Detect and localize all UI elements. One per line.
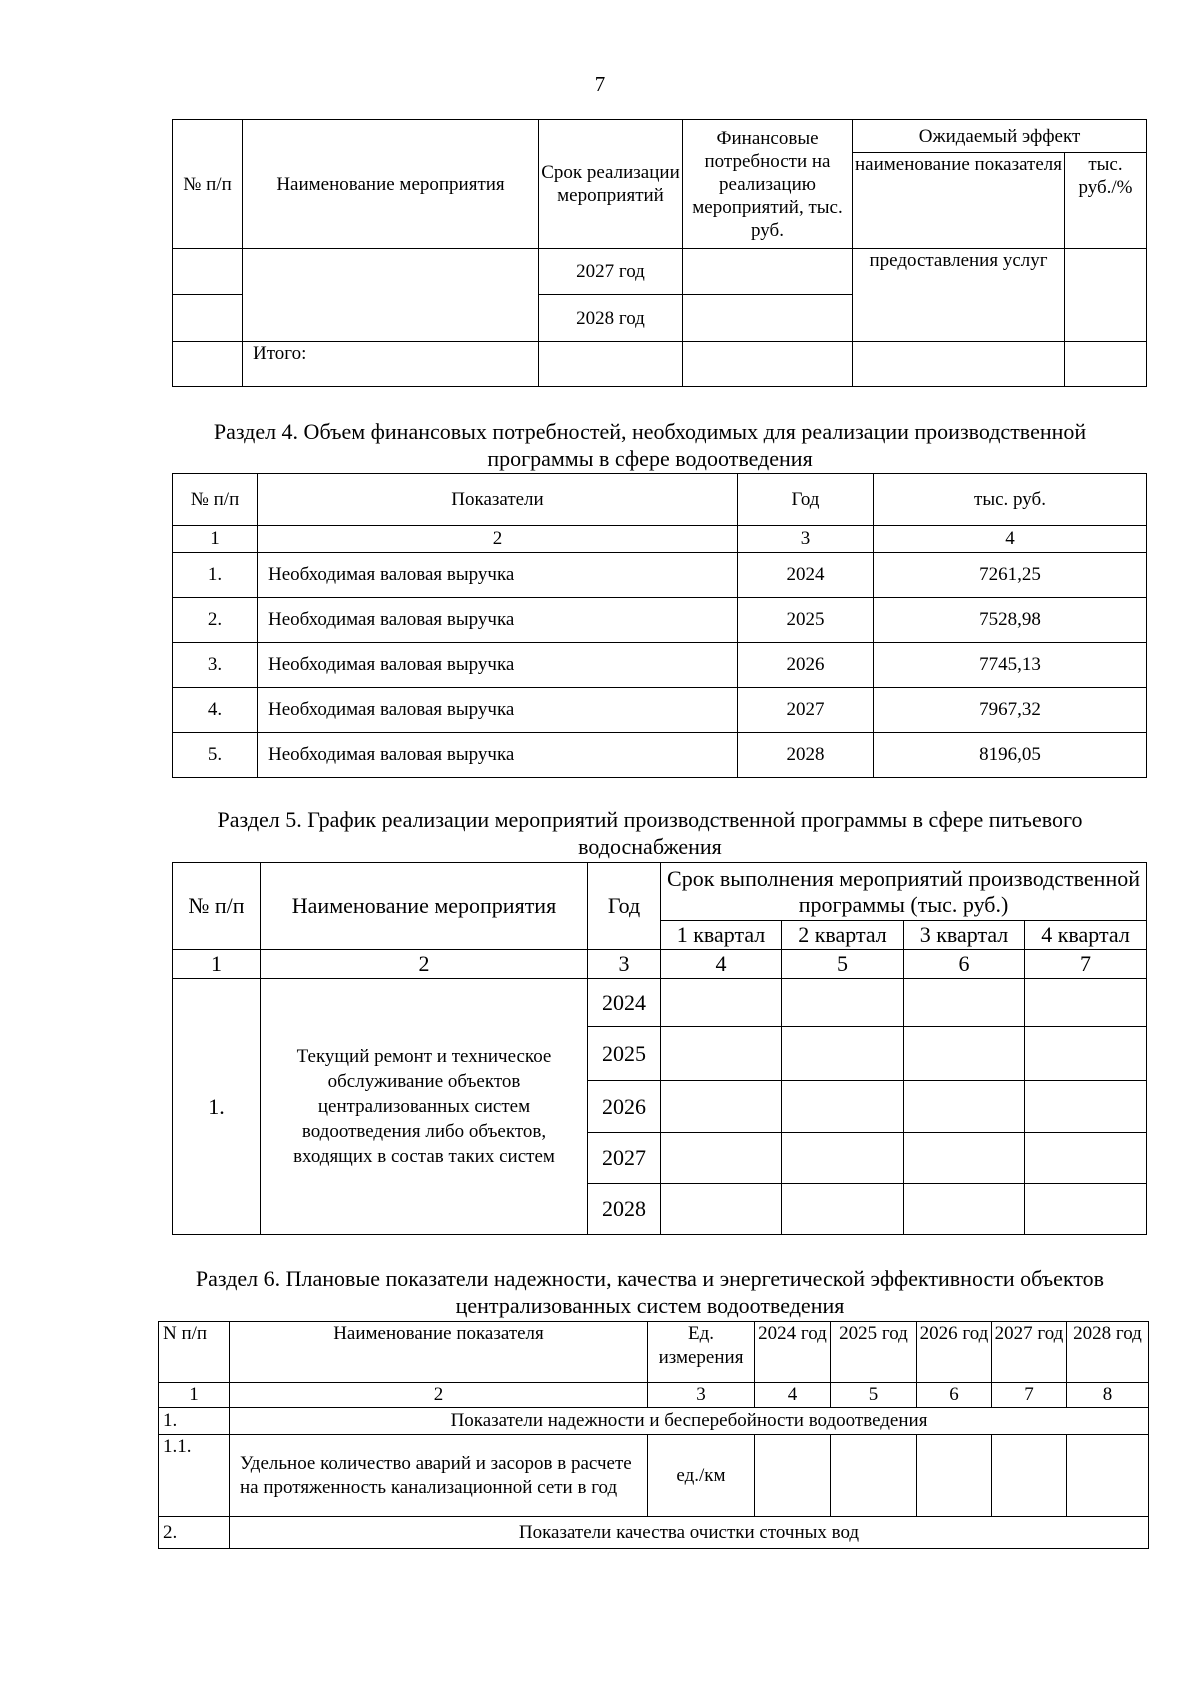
- table-cell: [782, 1184, 904, 1235]
- table-cell: [755, 1435, 831, 1517]
- row-year: 2026: [588, 1081, 661, 1133]
- col-number: 8: [1067, 1383, 1149, 1408]
- row-num: 1.: [173, 979, 261, 1235]
- table-row: [173, 553, 1147, 598]
- header-cell: № п/п: [173, 474, 258, 526]
- row-value: 7967,32: [874, 688, 1147, 733]
- section5-title: Раздел 5. График реализации мероприятий производственной программы в сфере питьевого водоснабжения: [217, 807, 1083, 859]
- row-year: 2027 год: [539, 249, 683, 295]
- table-cell: [173, 342, 243, 387]
- header-quarter: 3 квартал: [904, 921, 1025, 950]
- table-cell: [904, 1184, 1025, 1235]
- row-num: 4.: [173, 688, 258, 733]
- table-cell: [917, 1435, 992, 1517]
- table-cell: [1067, 1435, 1149, 1517]
- header-name: Наименование мероприятия: [243, 120, 539, 249]
- col-number: 5: [831, 1383, 917, 1408]
- table-cell: [661, 1027, 782, 1081]
- row-value: 7745,13: [874, 643, 1147, 688]
- header-cell: Показатели: [258, 474, 738, 526]
- header-effect-value: тыс. руб./%: [1065, 153, 1147, 249]
- table-cell: [661, 1133, 782, 1184]
- row-year: 2028: [738, 733, 874, 778]
- row-year: 2028 год: [539, 295, 683, 342]
- table-cell: [539, 342, 683, 387]
- group-num: 1.: [159, 1408, 230, 1435]
- table-cell: [661, 1081, 782, 1133]
- col-number: 3: [738, 526, 874, 553]
- row-year: 2027: [588, 1133, 661, 1184]
- header-year: 2027 год: [992, 1322, 1067, 1383]
- header-cell: тыс. руб.: [874, 474, 1147, 526]
- row-value: 7261,25: [874, 553, 1147, 598]
- section4-title: Раздел 4. Объем финансовых потребностей, необходимых для реализации производственной программы в сфере водоотведения: [213, 419, 1087, 471]
- header-num: № п/п: [173, 863, 261, 950]
- row-year: 2025: [588, 1027, 661, 1081]
- col-number: 4: [874, 526, 1147, 553]
- table-row: [173, 643, 1147, 688]
- col-number: 3: [648, 1383, 755, 1408]
- header-quarter: 1 квартал: [661, 921, 782, 950]
- table-cell: [992, 1435, 1067, 1517]
- header-year: 2024 год: [755, 1322, 831, 1383]
- col-number: 2: [261, 950, 588, 979]
- row-year: 2025: [738, 598, 874, 643]
- row-year: 2028: [588, 1184, 661, 1235]
- row-num: 2.: [173, 598, 258, 643]
- row-name: Необходимая валовая выручка: [258, 688, 738, 733]
- header-year: 2026 год: [917, 1322, 992, 1383]
- table-cell: [1025, 1081, 1147, 1133]
- row-name: Необходимая валовая выручка: [258, 598, 738, 643]
- header-effect-name: наименование показателя: [853, 153, 1065, 249]
- section6-title: Раздел 6. Плановые показатели надежности, качества и энергетической эффективности объектов централизованных систем водоотведения: [195, 1266, 1105, 1318]
- table-row: [173, 598, 1147, 643]
- group-name: Показатели надежности и бесперебойности водоотведения: [230, 1408, 1149, 1435]
- row-name: Текущий ремонт и техническое обслуживание объектов централизованных систем водоотведения либо объектов, входящих в состав таких систем: [261, 979, 588, 1235]
- table-cell: [243, 249, 539, 342]
- table-cell: [1025, 1133, 1147, 1184]
- header-quarter: 4 квартал: [1025, 921, 1147, 950]
- table-cell: [904, 979, 1025, 1027]
- header-year: 2025 год: [831, 1322, 917, 1383]
- col-number: 5: [782, 950, 904, 979]
- header-year: 2028 год: [1067, 1322, 1149, 1383]
- header-year: Год: [588, 863, 661, 950]
- table-row: [173, 733, 1147, 778]
- header-name: Наименование мероприятия: [261, 863, 588, 950]
- table-cell: [173, 249, 243, 295]
- table-cell: [1025, 1027, 1147, 1081]
- indicator-name: предоставления услуг: [853, 249, 1065, 342]
- col-number: 7: [1025, 950, 1147, 979]
- table-cell: [683, 249, 853, 295]
- row-name: Необходимая валовая выручка: [258, 643, 738, 688]
- col-number: 3: [588, 950, 661, 979]
- col-number: 6: [904, 950, 1025, 979]
- group-num: 2.: [159, 1517, 230, 1549]
- header-cell: Год: [738, 474, 874, 526]
- col-number: 4: [661, 950, 782, 979]
- table-cell: [661, 1184, 782, 1235]
- table-row: [173, 688, 1147, 733]
- row-name: Необходимая валовая выручка: [258, 733, 738, 778]
- table-cell: [1065, 249, 1147, 342]
- row-num: 3.: [173, 643, 258, 688]
- row-year: 2027: [738, 688, 874, 733]
- row-year: 2024: [588, 979, 661, 1027]
- header-effect: Ожидаемый эффект: [853, 120, 1147, 153]
- group-name: Показатели качества очистки сточных вод: [230, 1517, 1149, 1549]
- col-number: 1: [173, 950, 261, 979]
- header-finance: Финансовые потребности на реализацию мероприятий, тыс. руб.: [683, 120, 853, 249]
- col-number: 2: [230, 1383, 648, 1408]
- table-cell: [683, 342, 853, 387]
- table-cell: [782, 1133, 904, 1184]
- table-cell: [1065, 342, 1147, 387]
- row-year: 2026: [738, 643, 874, 688]
- row-value: 8196,05: [874, 733, 1147, 778]
- row-value: 7528,98: [874, 598, 1147, 643]
- col-number: 1: [159, 1383, 230, 1408]
- table-cell: [782, 1081, 904, 1133]
- col-number: 4: [755, 1383, 831, 1408]
- table-cell: [782, 979, 904, 1027]
- row-name: Необходимая валовая выручка: [258, 553, 738, 598]
- row-num: 1.: [173, 553, 258, 598]
- table-cell: [904, 1133, 1025, 1184]
- row-year: 2024: [738, 553, 874, 598]
- measures-table: [172, 119, 1147, 387]
- section5-table: [172, 862, 1147, 1235]
- item-num: 1.1.: [159, 1435, 230, 1517]
- header-unit: Ед. измерения: [648, 1322, 755, 1383]
- header-period: Срок выполнения мероприятий производственной программы (тыс. руб.): [661, 863, 1147, 921]
- total-label: Итого:: [243, 342, 539, 387]
- table-cell: [831, 1435, 917, 1517]
- item-unit: ед./км: [648, 1435, 755, 1517]
- table-cell: [904, 1027, 1025, 1081]
- col-number: 1: [173, 526, 258, 553]
- col-number: 6: [917, 1383, 992, 1408]
- page-number: 7: [594, 72, 606, 96]
- col-number: 7: [992, 1383, 1067, 1408]
- header-quarter: 2 квартал: [782, 921, 904, 950]
- table-cell: [1025, 1184, 1147, 1235]
- header-term: Срок реализации мероприятий: [539, 120, 683, 249]
- table-cell: [683, 295, 853, 342]
- header-num: № п/п: [173, 120, 243, 249]
- table-cell: [1025, 979, 1147, 1027]
- table-cell: [904, 1081, 1025, 1133]
- item-name: Удельное количество аварий и засоров в расчете на протяженность канализационной сети в год: [230, 1435, 648, 1517]
- section6-table: [158, 1321, 1149, 1549]
- table-cell: [173, 295, 243, 342]
- section4-table: [172, 473, 1147, 778]
- col-number: 2: [258, 526, 738, 553]
- table-cell: [853, 342, 1065, 387]
- header-num: N п/п: [159, 1322, 230, 1383]
- row-num: 5.: [173, 733, 258, 778]
- header-name: Наименование показателя: [230, 1322, 648, 1383]
- table-cell: [661, 979, 782, 1027]
- table-cell: [782, 1027, 904, 1081]
